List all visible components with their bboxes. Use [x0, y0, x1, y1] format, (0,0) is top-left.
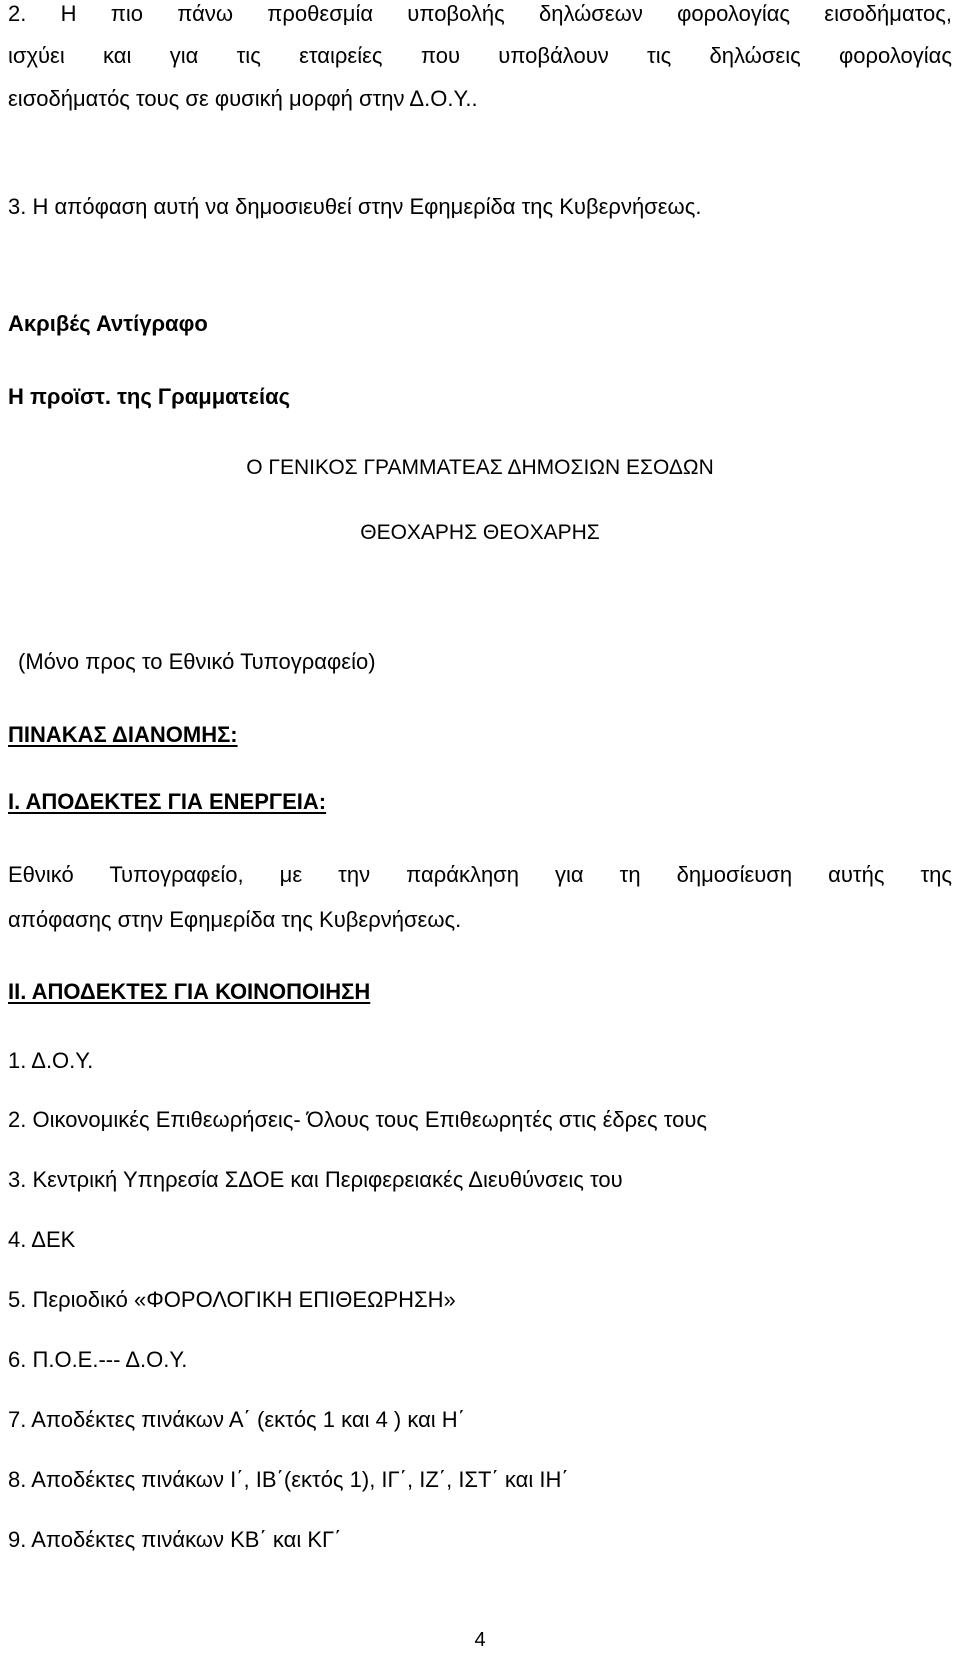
recipient-item: 1. Δ.Ο.Υ. [8, 1048, 94, 1073]
head-of-secretariat-label: Η προϊστ. της Γραμματείας [8, 384, 291, 409]
recipient-item: 9. Αποδέκτες πινάκων ΚΒ΄ και ΚΓ΄ [8, 1527, 342, 1552]
recipient-item: 7. Αποδέκτες πινάκων Α΄ (εκτός 1 και 4 ) και Η΄ [8, 1407, 466, 1432]
recipient-item: 4. ΔΕΚ [8, 1227, 76, 1252]
recipient-item: 2. Οικονομικές Επιθεωρήσεις- Όλους τους Επιθεωρητές στις έδρες τους [8, 1107, 707, 1132]
certified-copy-label: Ακριβές Αντίγραφο [8, 311, 208, 336]
page-number: 4 [474, 1629, 486, 1651]
paragraph-2-line-3: εισοδήματός τους σε φυσική μορφή στην Δ.Ο.Υ.. [8, 86, 478, 111]
signer-title: Ο ΓΕΝΙΚΟΣ ΓΡΑΜΜΑΤΕΑΣ ΔΗΜΟΣΙΩΝ ΕΣΟΔΩΝ [246, 456, 714, 479]
paragraph-3: 3. Η απόφαση αυτή να δημοσιευθεί στην Εφημερίδα της Κυβερνήσεως. [8, 194, 702, 219]
recipient-item: 8. Αποδέκτες πινάκων Ι΄, ΙΒ΄(εκτός 1), ΙΓ΄, ΙΖ΄, ΙΣΤ΄ και ΙΗ΄ [8, 1467, 569, 1492]
notify-recipients-heading: ΙΙ. ΑΠΟΔΕΚΤΕΣ ΓΙΑ ΚΟΙΝΟΠΟΙΗΣΗ [8, 979, 371, 1004]
paragraph-2-line-1: 2. Η πιο πάνω προθεσμία υποβολής δηλώσεων φορολογίας εισοδήματος, [8, 1, 952, 26]
printing-office-note: (Μόνο προς το Εθνικό Τυπογραφείο) [18, 649, 376, 674]
recipient-item: 6. Π.Ο.Ε.--- Δ.Ο.Υ. [8, 1347, 188, 1372]
paragraph-2-line-2: ισχύει και για τις εταιρείες που υποβάλουν τις δηλώσεις φορολογίας [8, 43, 952, 68]
action-text-line-2: απόφασης στην Εφημερίδα της Κυβερνήσεως. [8, 907, 462, 932]
signer-name: ΘΕΟΧΑΡΗΣ ΘΕΟΧΑΡΗΣ [360, 521, 600, 544]
action-text-line-1: Εθνικό Τυπογραφείο, με την παράκληση για τη δημοσίευση αυτής της [8, 862, 952, 887]
recipient-item: 5. Περιοδικό «ΦΟΡΟΛΟΓΙΚΗ ΕΠΙΘΕΩΡΗΣΗ» [8, 1287, 456, 1312]
recipient-item: 3. Κεντρική Υπηρεσία ΣΔΟΕ και Περιφερειακές Διευθύνσεις του [8, 1167, 623, 1192]
action-recipients-heading: Ι. ΑΠΟΔΕΚΤΕΣ ΓΙΑ ΕΝΕΡΓΕΙΑ: [8, 789, 327, 814]
distribution-heading: ΠΙΝΑΚΑΣ ΔΙΑΝΟΜΗΣ: [8, 722, 238, 747]
